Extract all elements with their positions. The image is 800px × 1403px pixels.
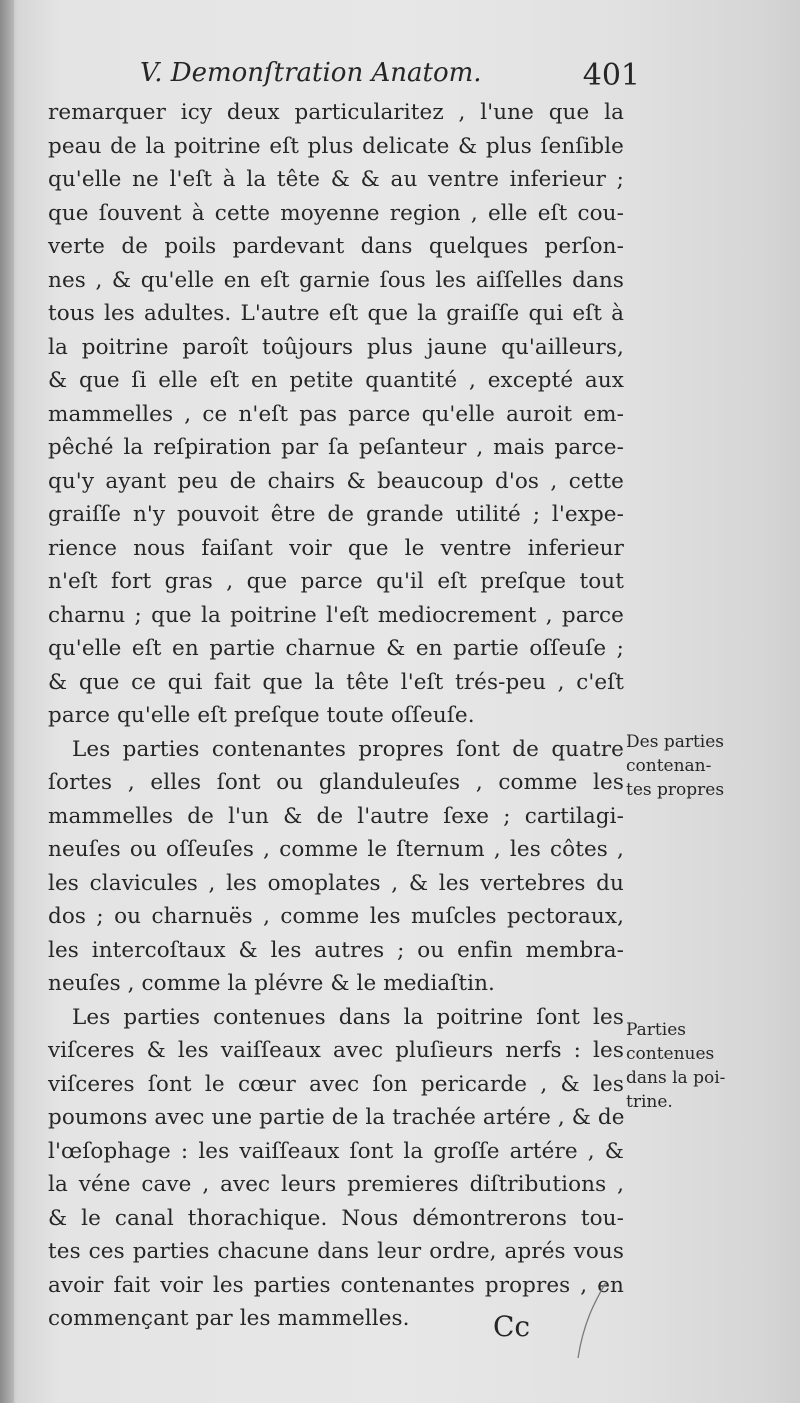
- text-line: nes , & qu'elle en eſt garnie ſous les aiſſelles dans: [48, 267, 624, 293]
- marginal-note-line: tes propres: [626, 780, 725, 800]
- marginal-note-line: contenan-: [626, 756, 712, 776]
- text-line: viſceres & les vaiſſeaux avec pluſieurs nerfs : les: [48, 1038, 624, 1063]
- marginal-note-line: trine.: [626, 1092, 673, 1112]
- text-line: graiſſe n'y pouvoit être de grande utilité ; l'expe-: [48, 502, 624, 527]
- text-line: verte de poils pardevant dans quelques perſon-: [48, 234, 624, 259]
- marginal-note-line: dans la poi-: [626, 1068, 726, 1088]
- text-line: que ſouvent à cette moyenne region , elle eſt cou-: [48, 200, 624, 226]
- ink-stroke-mark: [566, 1280, 626, 1360]
- text-line: ſortes , elles ſont ou glanduleuſes , comme les: [48, 770, 624, 795]
- text-line: mammelles de l'un & de l'autre ſexe ; cartilagi-: [48, 803, 624, 829]
- text-line: l'œſophage : les vaiſſeaux ſont la groſſe artére , &: [48, 1138, 624, 1164]
- marginal-note-contenues: [626, 1018, 796, 1114]
- text-line: tous les adultes. L'autre eſt que la graiſſe qui eſt à: [48, 301, 624, 326]
- text-line: & que ce qui fait que la tête l'eſt trés-peu , c'eſt: [48, 669, 624, 695]
- text-line: peau de la poitrine eſt plus delicate & plus ſenſible: [48, 133, 624, 159]
- marginal-note-contenantes: [626, 730, 796, 802]
- text-line: charnu ; que la poitrine l'eſt mediocrement , parce: [48, 602, 624, 628]
- paragraph-3: [48, 1001, 624, 1336]
- text-line: pêché la reſpiration par ſa peſanteur , mais parce-: [48, 435, 624, 460]
- text-line: qu'elle eſt en partie charnue & en partie oſſeuſe ;: [48, 636, 624, 661]
- catchword: Cc: [493, 1310, 531, 1343]
- text-line: qu'elle ne l'eſt à la tête & & au ventre inferieur ;: [48, 167, 624, 192]
- text-line: parce qu'elle eſt preſque toute oſſeuſe.: [48, 703, 475, 728]
- text-line: dos ; ou charnuës , comme les muſcles pectoraux,: [48, 904, 624, 929]
- paragraph-1: [48, 96, 624, 733]
- page-gutter-shadow: [0, 0, 14, 1403]
- text-line: Les parties contenues dans la poitrine ſont les: [72, 1004, 624, 1030]
- text-line: remarquer icy deux particularitez , l'une que la: [48, 100, 624, 125]
- text-line: la véne cave , avec leurs premieres diſtributions ,: [48, 1172, 624, 1197]
- marginal-note-line: Des parties: [626, 732, 725, 752]
- text-line: neuſes ou oſſeuſes , comme le ſternum , les côtes ,: [48, 837, 624, 862]
- text-line: poumons avec une partie de la trachée artére , & de: [48, 1105, 625, 1130]
- text-line: tes ces parties chacune dans leur ordre, aprés vous: [48, 1239, 624, 1264]
- page-number: 401: [582, 58, 640, 93]
- text-line: neuſes , comme la plévre & le mediaſtin.: [48, 971, 495, 996]
- running-title: V. Demonſtration Anatom.: [140, 58, 482, 88]
- page-header: [140, 58, 640, 98]
- text-line: & le canal thorachique. Nous démontrerons tou-: [48, 1205, 624, 1231]
- text-line: les clavicules , les omoplates , & les vertebres du: [48, 870, 624, 896]
- text-line: avoir fait voir les parties contenantes propres , en: [48, 1272, 624, 1298]
- text-line: rience nous faiſant voir que le ventre inferieur: [48, 535, 624, 561]
- text-line: qu'y ayant peu de chairs & beaucoup d'os , cette: [48, 468, 624, 494]
- text-line: la poitrine paroît toûjours plus jaune qu'ailleurs,: [48, 334, 624, 360]
- text-line: commençant par les mammelles.: [48, 1306, 410, 1331]
- text-line: n'eſt fort gras , que parce qu'il eſt preſque tout: [48, 569, 624, 594]
- text-line: les intercoſtaux & les autres ; ou enfin membra-: [48, 937, 624, 963]
- body-text: [48, 96, 624, 1336]
- marginal-note-line: contenues: [626, 1044, 715, 1064]
- text-line: mammelles , ce n'eſt pas parce qu'elle auroit em-: [48, 401, 624, 427]
- text-line: Les parties contenantes propres ſont de quatre: [72, 736, 624, 762]
- text-line: viſceres ſont le cœur avec ſon pericarde , & les: [48, 1071, 624, 1097]
- paragraph-2: [48, 733, 624, 1001]
- text-line: & que ſi elle eſt en petite quantité , excepté aux: [48, 368, 624, 393]
- marginal-note-line: Parties: [626, 1020, 686, 1040]
